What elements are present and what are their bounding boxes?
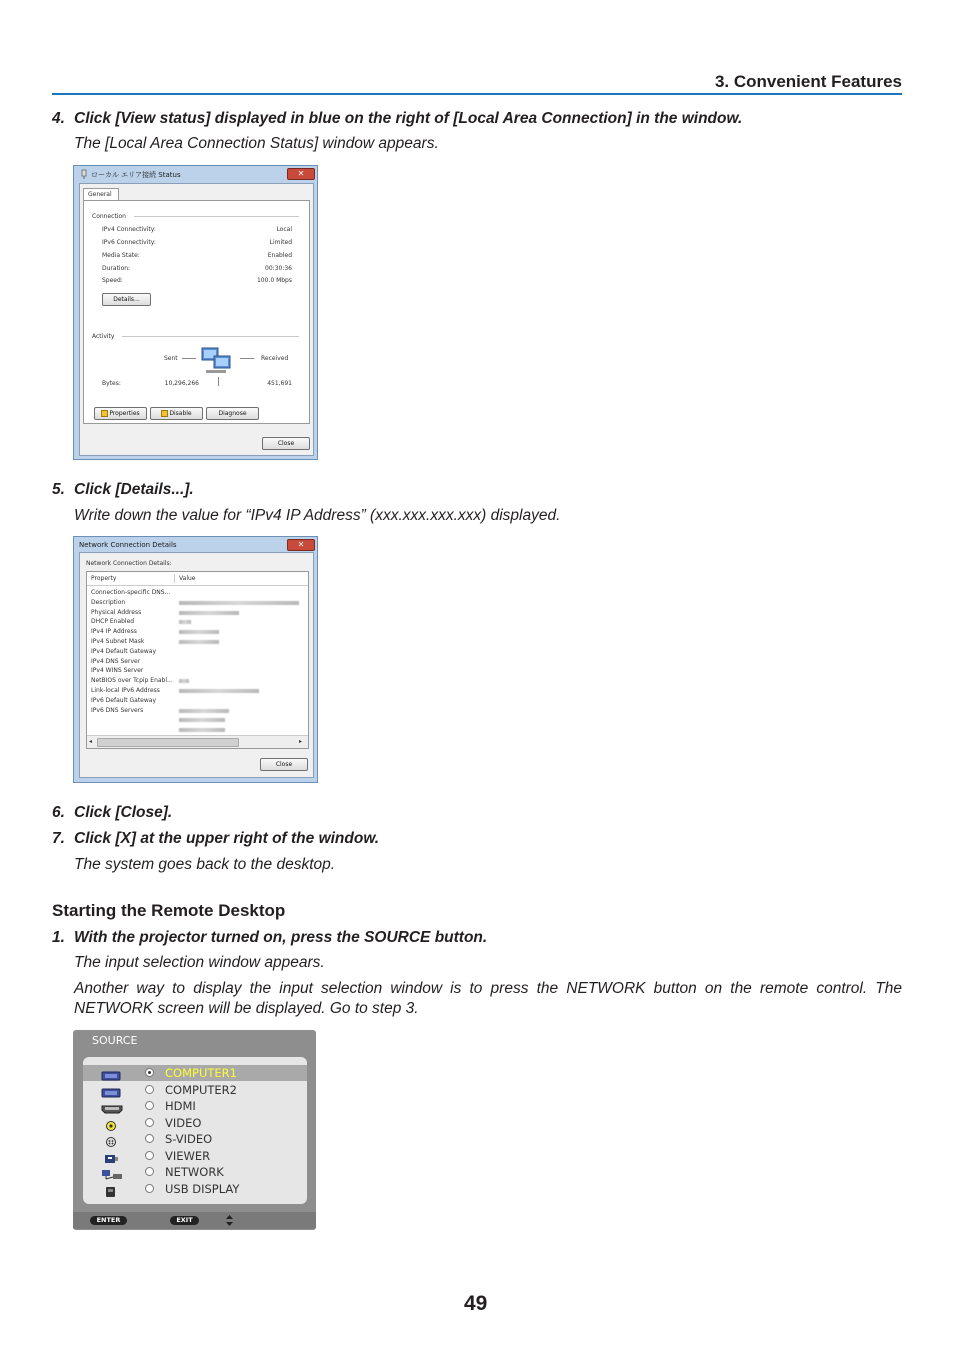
property-name: IPv4 WINS Server: [91, 667, 144, 675]
property-name: IPv4 IP Address: [91, 628, 137, 636]
connection-group-label: Connection: [92, 213, 126, 220]
step-1-note: The input selection window appears.: [74, 954, 325, 971]
list-header: [87, 572, 308, 586]
horizontal-scrollbar[interactable]: [87, 735, 308, 748]
ipv4-connectivity-value: Local: [276, 226, 292, 233]
usb-display-icon: [101, 1184, 121, 1194]
property-name: Description: [91, 598, 126, 606]
bytes-received-value: 451,691: [267, 380, 292, 387]
radio-button-icon[interactable]: [145, 1085, 154, 1094]
radio-button-icon[interactable]: [145, 1167, 154, 1176]
ipv6-connectivity-label: IPv6 Connectivity:: [102, 239, 156, 246]
step-text: With the projector turned on, press the SOURCE button.: [74, 929, 488, 946]
network-computers-icon: [200, 344, 234, 376]
step-number: 6.: [52, 804, 65, 821]
property-value-blurred: [179, 601, 299, 605]
status-window: [73, 165, 318, 460]
source-item-label: VIDEO: [165, 1115, 202, 1130]
source-item-label: COMPUTER2: [165, 1082, 237, 1097]
tab-panel: [83, 200, 310, 424]
source-item-s-video[interactable]: [83, 1131, 307, 1147]
usb-memory-icon: [101, 1151, 121, 1161]
source-item-label: S-VIDEO: [165, 1132, 213, 1146]
shield-icon: [101, 410, 108, 417]
disable-button[interactable]: Disable: [150, 407, 203, 420]
source-item-computer1[interactable]: [83, 1065, 307, 1081]
speed-value: 100.0 Mbps: [256, 277, 292, 284]
window-title: Network Connection Details: [79, 541, 177, 549]
sent-label: Sent: [164, 355, 178, 362]
radio-button-icon[interactable]: [145, 1101, 154, 1110]
scrollbar-thumb[interactable]: [97, 738, 239, 747]
step-text: Click [Details...].: [74, 481, 194, 498]
property-name: IPv4 Subnet Mask: [91, 638, 145, 645]
step-text: Click [Close].: [74, 804, 173, 821]
section-title: 3. Convenient Features: [714, 72, 902, 91]
step-1-paragraph: Another way to display the input selection window is to press the NETWORK button on the remote control. The NETWORK screen will be displayed. Go to step 3.: [74, 980, 902, 1017]
rca-jack-icon: [101, 1118, 121, 1128]
properties-button[interactable]: Properties: [94, 407, 147, 420]
source-menu: [73, 1030, 316, 1230]
step-number: 7.: [52, 830, 65, 847]
radio-button-icon[interactable]: [145, 1151, 154, 1160]
vga-connector-icon: [101, 1068, 121, 1078]
received-label: Received: [261, 355, 289, 362]
window-title: ローカル エリア接続 Status: [91, 171, 181, 179]
source-item-video[interactable]: [83, 1115, 307, 1131]
radio-button-icon[interactable]: [145, 1068, 154, 1077]
radio-button-icon[interactable]: [145, 1184, 154, 1193]
property-value-blurred: [179, 718, 225, 722]
scroll-right-icon[interactable]: ▸: [299, 738, 303, 745]
bytes-label: Bytes:: [102, 380, 121, 387]
source-item-label: USB DISPLAY: [165, 1181, 240, 1196]
property-name: Physical Address: [91, 608, 142, 616]
media-state-value: Enabled: [267, 252, 292, 259]
property-value-blurred: [179, 679, 189, 683]
property-value-blurred: [179, 709, 229, 713]
details-subtitle: Network Connection Details:: [86, 560, 172, 567]
close-button[interactable]: Close: [260, 758, 308, 771]
details-list[interactable]: [86, 571, 309, 749]
property-name: IPv4 Default Gateway: [91, 647, 156, 655]
source-item-computer2[interactable]: [83, 1082, 307, 1098]
ipv4-connectivity-label: IPv4 Connectivity:: [102, 226, 156, 233]
network-connection-icon: [80, 169, 88, 180]
property-name: NetBIOS over Tcpip Enabl...: [91, 677, 173, 685]
property-value-blurred: [179, 728, 225, 732]
column-value[interactable]: Value: [179, 575, 196, 582]
window-close-button[interactable]: ✕: [287, 168, 315, 180]
speed-label: Speed:: [102, 277, 123, 284]
property-name: IPv4 DNS Server: [91, 657, 141, 665]
activity-group-label: Activity: [92, 333, 115, 340]
details-button[interactable]: Details...: [102, 293, 151, 306]
close-button[interactable]: Close: [262, 437, 310, 450]
source-item-network[interactable]: [83, 1164, 307, 1180]
step-text: Click [View status] displayed in blue on the right of [Local Area Connection] in the window.: [74, 110, 743, 127]
source-menu-title: SOURCE: [92, 1034, 138, 1047]
vga-connector-icon: [101, 1085, 121, 1095]
radio-button-icon[interactable]: [145, 1118, 154, 1127]
property-name: Link-local IPv6 Address: [91, 687, 160, 694]
source-item-label: VIEWER: [165, 1148, 211, 1163]
source-item-usb-display[interactable]: [83, 1181, 307, 1197]
duration-label: Duration:: [102, 265, 131, 272]
property-value-blurred: [179, 611, 239, 615]
header-rule: [52, 93, 902, 95]
up-down-arrows-icon: [226, 1215, 233, 1226]
property-name: IPv6 Default Gateway: [91, 696, 156, 704]
step-7-note: The system goes back to the desktop.: [74, 856, 336, 873]
diagnose-button[interactable]: Diagnose: [206, 407, 259, 420]
enter-button[interactable]: ENTER: [90, 1216, 127, 1225]
property-name: Connection-specific DNS...: [91, 589, 171, 596]
section-heading: Starting the Remote Desktop: [52, 901, 286, 920]
property-value-blurred: [179, 640, 219, 644]
shield-icon: [161, 410, 168, 417]
property-value-blurred: [179, 689, 259, 693]
step-4-note: The [Local Area Connection Status] window appears.: [74, 135, 439, 152]
source-item-viewer[interactable]: [83, 1148, 307, 1164]
step-number: 5.: [52, 481, 65, 498]
source-item-label: COMPUTER1: [165, 1066, 237, 1080]
svideo-jack-icon: [101, 1134, 121, 1144]
source-item-label: NETWORK: [165, 1165, 224, 1179]
property-name: IPv6 DNS Servers: [91, 706, 144, 714]
window-body: [79, 552, 314, 778]
source-menu-footer: [73, 1212, 316, 1229]
step-number: 1.: [52, 929, 65, 946]
network-icon: [101, 1167, 121, 1177]
property-value-blurred: [179, 630, 219, 634]
source-item-hdmi[interactable]: [83, 1098, 307, 1114]
radio-button-icon[interactable]: [145, 1134, 154, 1143]
media-state-label: Media State:: [102, 252, 140, 259]
window-close-button[interactable]: ✕: [287, 539, 315, 551]
source-item-label: HDMI: [165, 1099, 196, 1113]
scroll-left-icon[interactable]: ◂: [89, 738, 93, 745]
tab-general[interactable]: General: [83, 188, 119, 200]
step-text: Click [X] at the upper right of the window.: [74, 830, 380, 847]
window-body: [79, 183, 314, 456]
bytes-sent-value: 10,296,266: [164, 380, 199, 387]
page-number: 49: [464, 1292, 488, 1315]
ipv6-connectivity-value: Limited: [269, 239, 292, 246]
property-name: DHCP Enabled: [91, 618, 135, 626]
step-5-note: Write down the value for “IPv4 IP Address” (xxx.xxx.xxx.xxx) displayed.: [74, 507, 561, 524]
hdmi-connector-icon: [101, 1101, 121, 1111]
duration-value: 00:30:36: [265, 265, 292, 272]
details-window: [73, 536, 318, 783]
column-property[interactable]: Property: [91, 575, 117, 582]
exit-button[interactable]: EXIT: [170, 1216, 199, 1225]
step-number: 4.: [52, 110, 65, 127]
property-value-blurred: [179, 620, 191, 624]
